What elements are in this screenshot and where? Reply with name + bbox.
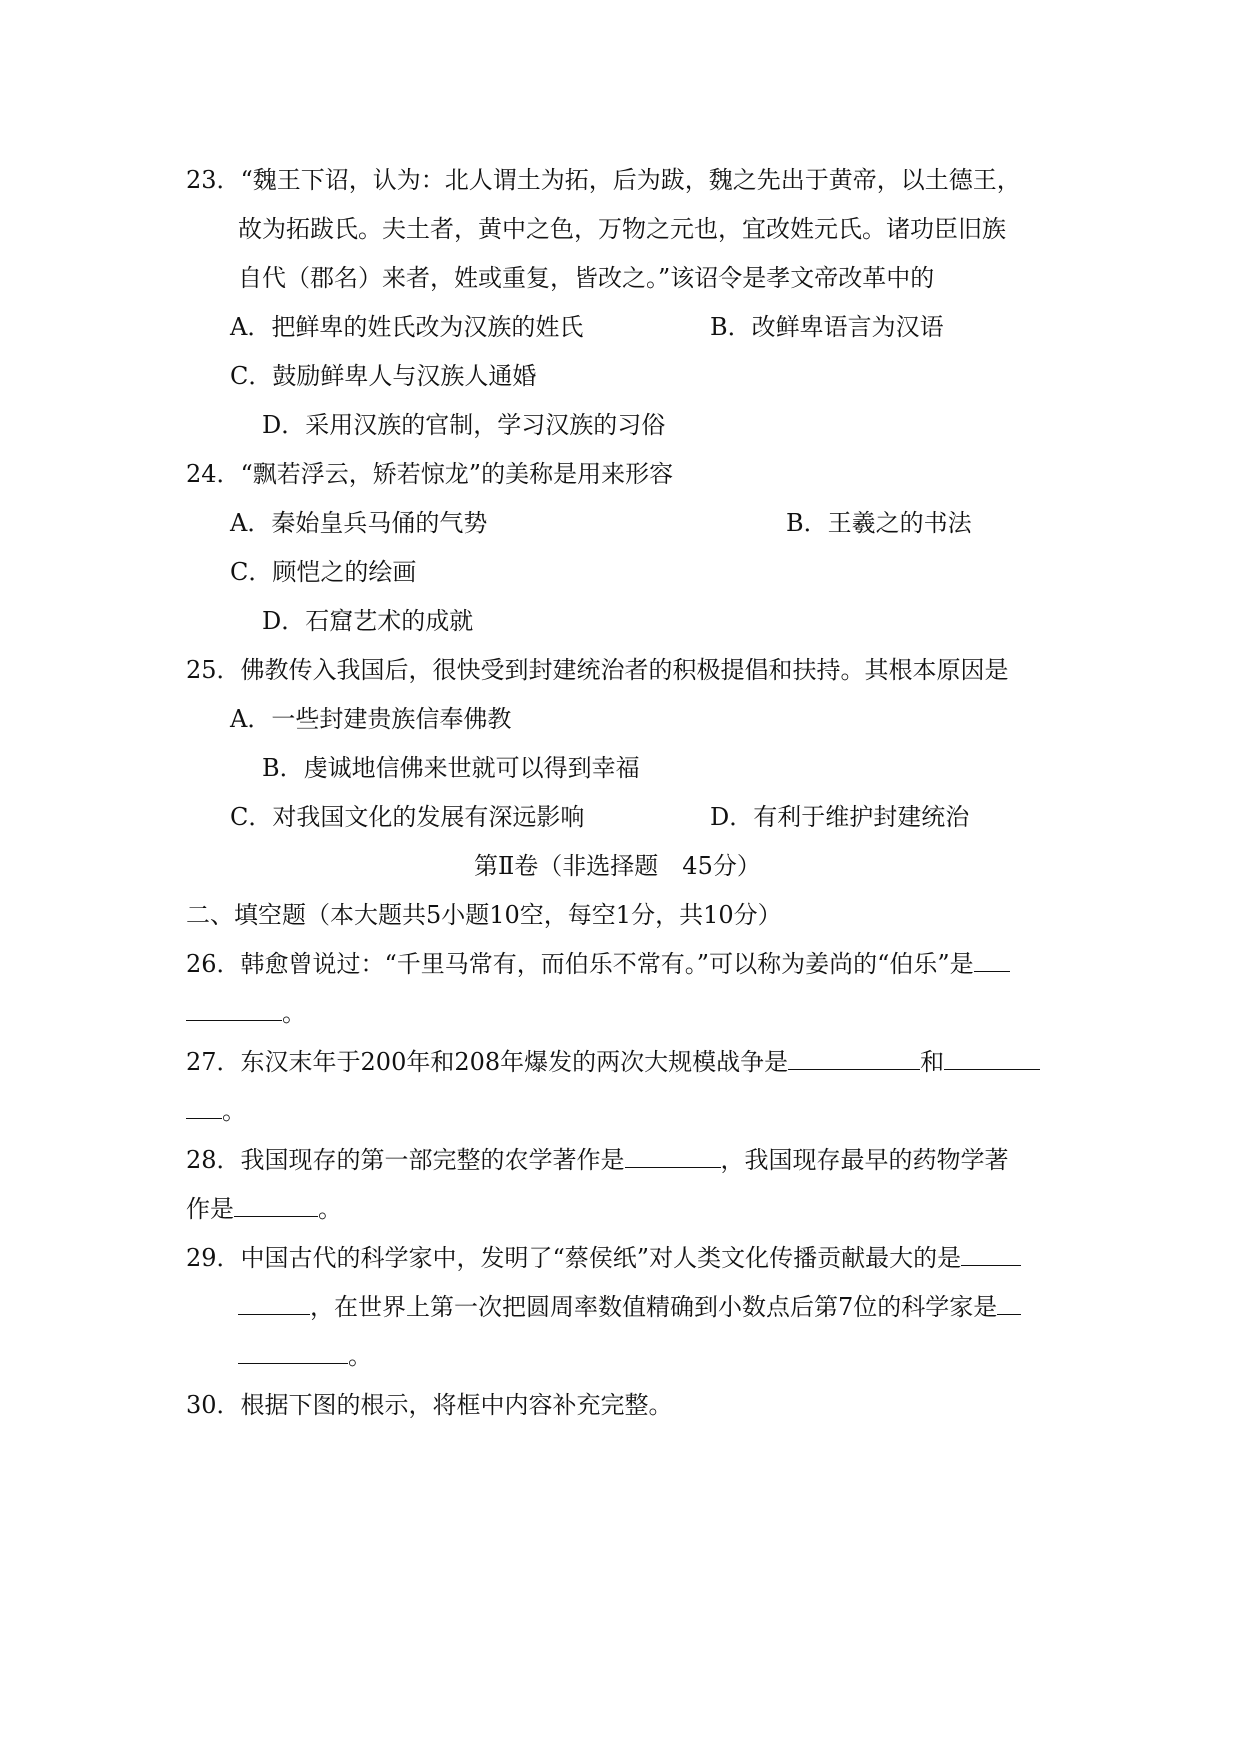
q24-option-a: A．秦始皇兵马俑的气势	[230, 509, 488, 537]
q28-end: 。	[318, 1195, 342, 1223]
q23-option-b: B．改鲜卑语言为汉语	[710, 313, 944, 341]
q28-text1: 28．我国现存的第一部完整的农学著作是	[186, 1146, 625, 1174]
q28-text3: 作是	[186, 1195, 234, 1223]
q25-option-b: B．虔诚地信佛来世就可以得到幸福	[262, 754, 640, 782]
q27-blank1[interactable]	[788, 1049, 920, 1070]
q27-line2	[186, 1095, 246, 1127]
q23-stem-line3: 自代（郡名）来者，姓或重复，皆改之。”该诏令是孝文帝改革中的	[238, 264, 935, 292]
q23-stem-line2: 故为拓跋氏。夫土者，黄中之色，万物之元也，宜改姓元氏。诸功臣旧族	[238, 215, 1006, 243]
q28-blank2[interactable]	[234, 1196, 318, 1217]
q23-option-d: D．采用汉族的官制，学习汉族的习俗	[262, 411, 666, 439]
q27-end: 。	[222, 1097, 246, 1125]
q28-text2: ，我国现存最早的药物学著	[720, 1146, 1009, 1174]
q27-line1	[186, 1046, 1040, 1078]
q28-line1	[186, 1144, 1009, 1176]
q29-text1: 29．中国古代的科学家中，发明了“蔡侯纸”对人类文化传播贡献最大的是	[186, 1244, 962, 1272]
q27-blank2-part2[interactable]	[186, 1098, 222, 1119]
section2-heading: 二、填空题（本大题共5小题10空，每空1分，共10分）	[186, 901, 782, 929]
q25-option-d: D．有利于维护封建统治	[710, 803, 970, 831]
q24-stem: 24．“飘若浮云，矫若惊龙”的美称是用来形容	[186, 460, 674, 488]
q24-option-d: D．石窟艺术的成就	[262, 607, 474, 635]
q25-stem: 25．佛教传入我国后，很快受到封建统治者的积极提倡和扶持。其根本原因是	[186, 656, 1009, 684]
q26-blank-part1[interactable]	[974, 951, 1010, 972]
q25-option-a: A．一些封建贵族信奉佛教	[230, 705, 512, 733]
q24-option-c: C．顾恺之的绘画	[230, 558, 417, 586]
q29-blank1-part2[interactable]	[238, 1294, 310, 1315]
q28-blank1[interactable]	[625, 1147, 721, 1168]
q27-text: 27．东汉末年于200年和208年爆发的两次大规模战争是	[186, 1048, 789, 1076]
q26-blank-part2[interactable]	[186, 1000, 282, 1021]
q23-option-a: A．把鲜卑的姓氏改为汉族的姓氏	[230, 313, 584, 341]
q30-stem: 30．根据下图的根示，将框中内容补充完整。	[186, 1391, 673, 1419]
q24-option-b: B．王羲之的书法	[786, 509, 972, 537]
q23-option-c: C．鼓励鲜卑人与汉族人通婚	[230, 362, 537, 390]
q25-option-c: C．对我国文化的发展有深远影响	[230, 803, 585, 831]
q26-end: 。	[282, 999, 306, 1027]
q23-stem-line1: 23．“魏王下诏，认为：北人谓土为拓，后为跋，魏之先出于黄帝，以土德王，	[186, 166, 1021, 194]
q29-blank2-part2[interactable]	[238, 1343, 348, 1364]
q26-line1	[186, 948, 1010, 980]
q29-line3	[238, 1340, 372, 1372]
q29-blank1-part1[interactable]	[961, 1245, 1021, 1266]
q29-line1	[186, 1242, 1021, 1274]
q29-line2	[238, 1291, 1021, 1323]
q29-text2: ，在世界上第一次把圆周率数值精确到小数点后第7位的科学家是	[310, 1293, 998, 1321]
q26-text: 26．韩愈曾说过：“千里马常有，而伯乐不常有。”可以称为姜尚的“伯乐”是	[186, 950, 974, 978]
q29-end: 。	[348, 1342, 372, 1370]
q28-line2	[186, 1193, 342, 1225]
q27-and: 和	[920, 1048, 945, 1076]
q27-blank2-part1[interactable]	[944, 1049, 1040, 1070]
q26-line2	[186, 997, 306, 1029]
q29-blank2-part1[interactable]	[997, 1294, 1021, 1315]
part2-heading: 第Ⅱ卷（非选择题 45分）	[474, 852, 761, 880]
